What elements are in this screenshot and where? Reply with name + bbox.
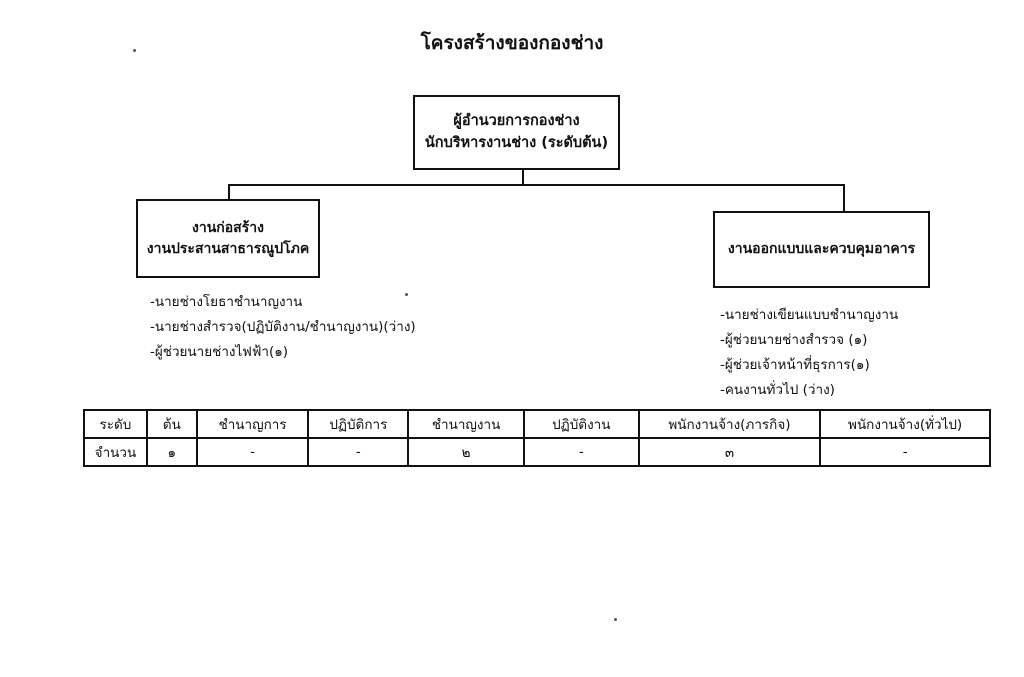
construction-unit-box	[136, 199, 320, 278]
table-header-cell: พนักงานจ้าง(ภารกิจ)	[639, 410, 821, 438]
connector-left-down	[228, 184, 230, 200]
staffing-table	[83, 409, 991, 467]
list-item: -นายช่างโยธาชำนาญงาน	[150, 294, 303, 310]
table-cell: ๑	[147, 438, 197, 466]
connector-horizontal	[228, 184, 845, 186]
table-header-row	[84, 410, 990, 438]
construction-staff-list	[150, 290, 416, 365]
connector-right-down	[843, 184, 845, 212]
list-item: -คนงานทั่วไป (ว่าง)	[720, 382, 835, 398]
table-header-cell: ชำนาญการ	[197, 410, 309, 438]
director-title: ผู้อำนวยการกองช่าง	[453, 113, 580, 130]
table-cell: ๓	[639, 438, 821, 466]
scan-speck	[133, 49, 136, 52]
table-cell: -	[197, 438, 309, 466]
table-cell: -	[820, 438, 990, 466]
design-staff-list	[720, 303, 898, 403]
table-cell: จำนวน	[84, 438, 147, 466]
page-title: โครงสร้างของกองช่าง	[420, 32, 604, 54]
list-item: -ผู้ช่วยเจ้าหน้าที่ธุรการ(๑)	[720, 357, 870, 373]
table-cell: -	[524, 438, 639, 466]
list-item: -นายช่างเขียนแบบชำนาญงาน	[720, 307, 899, 323]
table-header-cell: ปฏิบัติการ	[308, 410, 408, 438]
director-position: นักบริหารงานช่าง (ระดับต้น)	[424, 134, 609, 151]
list-item: -นายช่างสำรวจ(ปฏิบัติงาน/ชำนาญงาน)(ว่าง)	[150, 319, 416, 335]
design-unit-box	[713, 211, 930, 288]
list-item: -ผู้ช่วยนายช่างไฟฟ้า(๑)	[150, 344, 289, 360]
design-unit-title: งานออกแบบและควบคุมอาคาร	[727, 241, 916, 258]
table-cell: ๒	[408, 438, 524, 466]
table-header-cell: ชำนาญงาน	[408, 410, 524, 438]
table-cell: -	[308, 438, 408, 466]
table-header-cell: ระดับ	[84, 410, 147, 438]
construction-unit-line1: งานก่อสร้าง	[192, 220, 264, 237]
table-header-cell: ต้น	[147, 410, 197, 438]
director-box	[413, 95, 620, 170]
construction-unit-line2: งานประสานสาธารณูปโภค	[146, 240, 310, 257]
scan-speck	[614, 618, 617, 621]
table-header-cell: ปฏิบัติงาน	[524, 410, 639, 438]
table-row	[84, 438, 990, 466]
connector-head-down	[522, 170, 524, 185]
table-header-cell: พนักงานจ้าง(ทั่วไป)	[820, 410, 990, 438]
list-item: -ผู้ช่วยนายช่างสำรวจ (๑)	[720, 332, 868, 348]
scan-speck	[405, 293, 408, 296]
